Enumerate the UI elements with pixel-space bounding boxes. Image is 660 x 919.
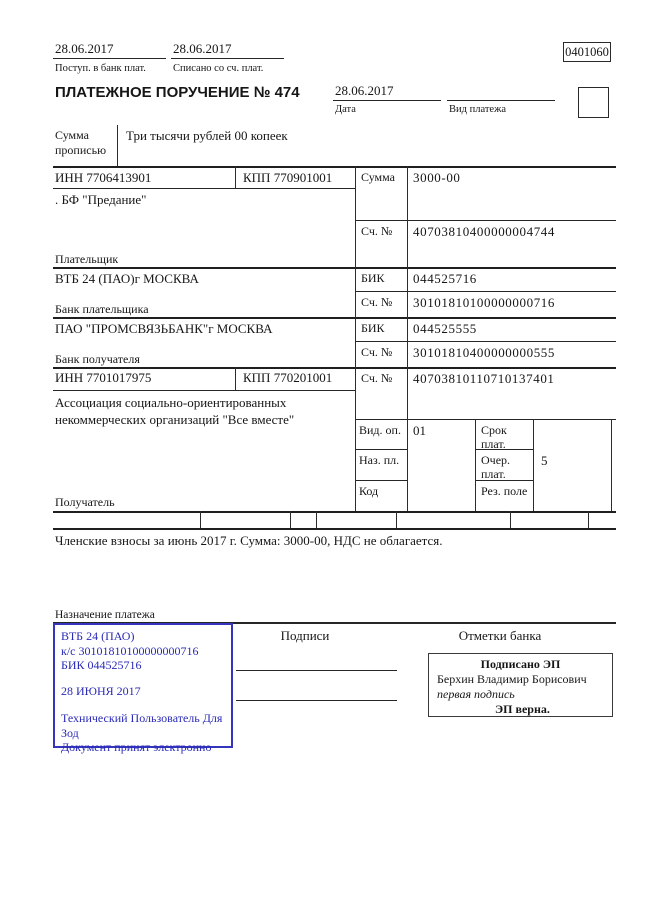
table-line	[611, 419, 612, 511]
table-line	[53, 528, 616, 530]
table-line	[53, 390, 355, 391]
table-line	[355, 166, 356, 511]
payer-kpp: КПП 770901001	[243, 170, 333, 185]
document-date: 28.06.2017	[335, 83, 394, 98]
payer-bank-section-label: Банк плательщика	[55, 302, 149, 316]
payment-term-label: Срок плат.	[481, 423, 507, 451]
beneficiary-account-label: Сч. №	[361, 371, 393, 385]
table-line	[510, 511, 511, 528]
table-line	[355, 480, 407, 481]
stamp-accepted-note: Документ принят электронно	[61, 740, 212, 754]
table-line	[396, 511, 397, 528]
table-line	[53, 317, 616, 319]
debited-date-underline	[171, 58, 284, 59]
sum-label: Сумма	[361, 170, 395, 184]
payment-type-box	[578, 87, 609, 118]
beneficiary-bank-account-label: Сч. №	[361, 345, 393, 359]
table-line	[53, 188, 355, 189]
payer-bank-account-value: 30101810100000000716	[413, 295, 555, 310]
table-line	[355, 449, 407, 450]
table-line	[588, 511, 589, 528]
stamp-user-line2: Зод	[61, 725, 79, 740]
table-line	[235, 367, 236, 390]
form-code: 0401060	[565, 44, 609, 59]
table-line	[200, 511, 201, 528]
received-date-underline	[53, 58, 166, 59]
table-line	[407, 166, 408, 511]
ep-title: Подписано ЭП	[480, 657, 561, 671]
payer-account-value: 40703810400000004744	[413, 224, 555, 239]
payment-type-label: Вид платежа	[449, 104, 507, 115]
debited-date: 28.06.2017	[173, 41, 232, 56]
payer-section-label: Плательщик	[55, 252, 119, 266]
payer-bank-bik-label: БИК	[361, 271, 385, 285]
table-line	[355, 291, 616, 292]
date-label: Дата	[335, 104, 356, 115]
op-type-label: Вид. оп.	[359, 423, 401, 437]
amount-words-value: Три тысячи рублей 00 копеек	[126, 128, 288, 143]
page-title: ПЛАТЕЖНОЕ ПОРУЧЕНИЕ № 474	[55, 84, 300, 101]
stamp-bik: БИК 044525716	[61, 658, 142, 672]
payer-bank-bik-value: 044525716	[413, 271, 477, 286]
stamp-bank-name: ВТБ 24 (ПАО)	[61, 629, 135, 643]
payment-type-underline	[447, 100, 555, 101]
table-line	[235, 166, 236, 188]
purpose-text: Членские взносы за июнь 2017 г. Сумма: 3000-00, НДС не облагается.	[55, 533, 443, 548]
signatures-header: Подписи	[280, 628, 330, 643]
priority-label: Очер. плат.	[481, 453, 511, 481]
table-line	[290, 511, 291, 528]
beneficiary-name: Ассоциация социально-ориентированных некоммерческих организаций "Все вместе"	[55, 395, 295, 427]
reserve-field-label: Рез. поле	[481, 484, 528, 498]
signed-ep-stamp	[428, 653, 613, 717]
table-line	[53, 267, 616, 269]
code-label: Код	[359, 484, 379, 498]
purpose-section-label: Назначение платежа	[55, 609, 155, 621]
table-line	[355, 220, 616, 221]
ep-signature-kind: первая подпись	[437, 687, 515, 701]
second-signature-line	[236, 700, 397, 701]
date-underline	[333, 100, 441, 101]
payer-bank-name: ВТБ 24 (ПАО)г МОСКВА	[55, 271, 199, 286]
beneficiary-bank-bik-label: БИК	[361, 321, 385, 335]
first-signature-line	[236, 670, 397, 671]
table-line	[355, 419, 616, 420]
beneficiary-bank-name: ПАО "ПРОМСВЯЗЬБАНК"г МОСКВА	[55, 321, 273, 336]
bank-marks-header: Отметки банка	[458, 628, 542, 643]
stamp-user-line1: Технический Пользователь Для	[61, 711, 223, 725]
purpose-code-label: Наз. пл.	[359, 453, 400, 467]
op-type-value: 01	[413, 423, 426, 438]
beneficiary-kpp: КПП 770201001	[243, 370, 333, 385]
bank-electronic-stamp	[53, 623, 233, 754]
payer-inn: ИНН 7706413901	[55, 170, 152, 185]
form-code-box	[563, 42, 611, 62]
received-in-bank-date: 28.06.2017	[55, 41, 114, 56]
table-line	[316, 511, 317, 528]
amount-words-divider	[117, 125, 118, 166]
table-line	[53, 511, 616, 513]
priority-value: 5	[541, 453, 548, 468]
sum-value: 3000-00	[413, 170, 461, 185]
beneficiary-account-value: 40703810110710137401	[413, 371, 555, 386]
table-line	[475, 419, 476, 511]
received-in-bank-label: Поступ. в банк плат.	[55, 63, 146, 74]
beneficiary-bank-bik-value: 044525555	[413, 321, 477, 336]
table-line	[53, 166, 616, 168]
amount-words-label-line1: Сумма	[55, 128, 89, 142]
beneficiary-bank-account-value: 30101810400000000555	[413, 345, 555, 360]
ep-signer-name: Берхин Владимир Борисович	[437, 672, 587, 686]
payer-bank-account-label: Сч. №	[361, 295, 393, 309]
payer-name: . БФ "Предание"	[55, 192, 147, 207]
payer-account-label: Сч. №	[361, 224, 393, 238]
stamp-corr-account: к/с 30101810100000000716	[61, 643, 199, 658]
table-line	[355, 341, 616, 342]
table-line	[533, 419, 534, 511]
beneficiary-bank-section-label: Банк получателя	[55, 352, 140, 366]
stamp-date: 28 ИЮНЯ 2017	[61, 683, 141, 698]
beneficiary-section-label: Получатель	[55, 495, 115, 509]
debited-label: Списано со сч. плат.	[173, 63, 264, 74]
table-line	[53, 367, 616, 369]
beneficiary-inn: ИНН 7701017975	[55, 370, 152, 385]
amount-words-label-line2: прописью	[55, 143, 107, 157]
ep-verified: ЭП верна.	[495, 702, 550, 716]
